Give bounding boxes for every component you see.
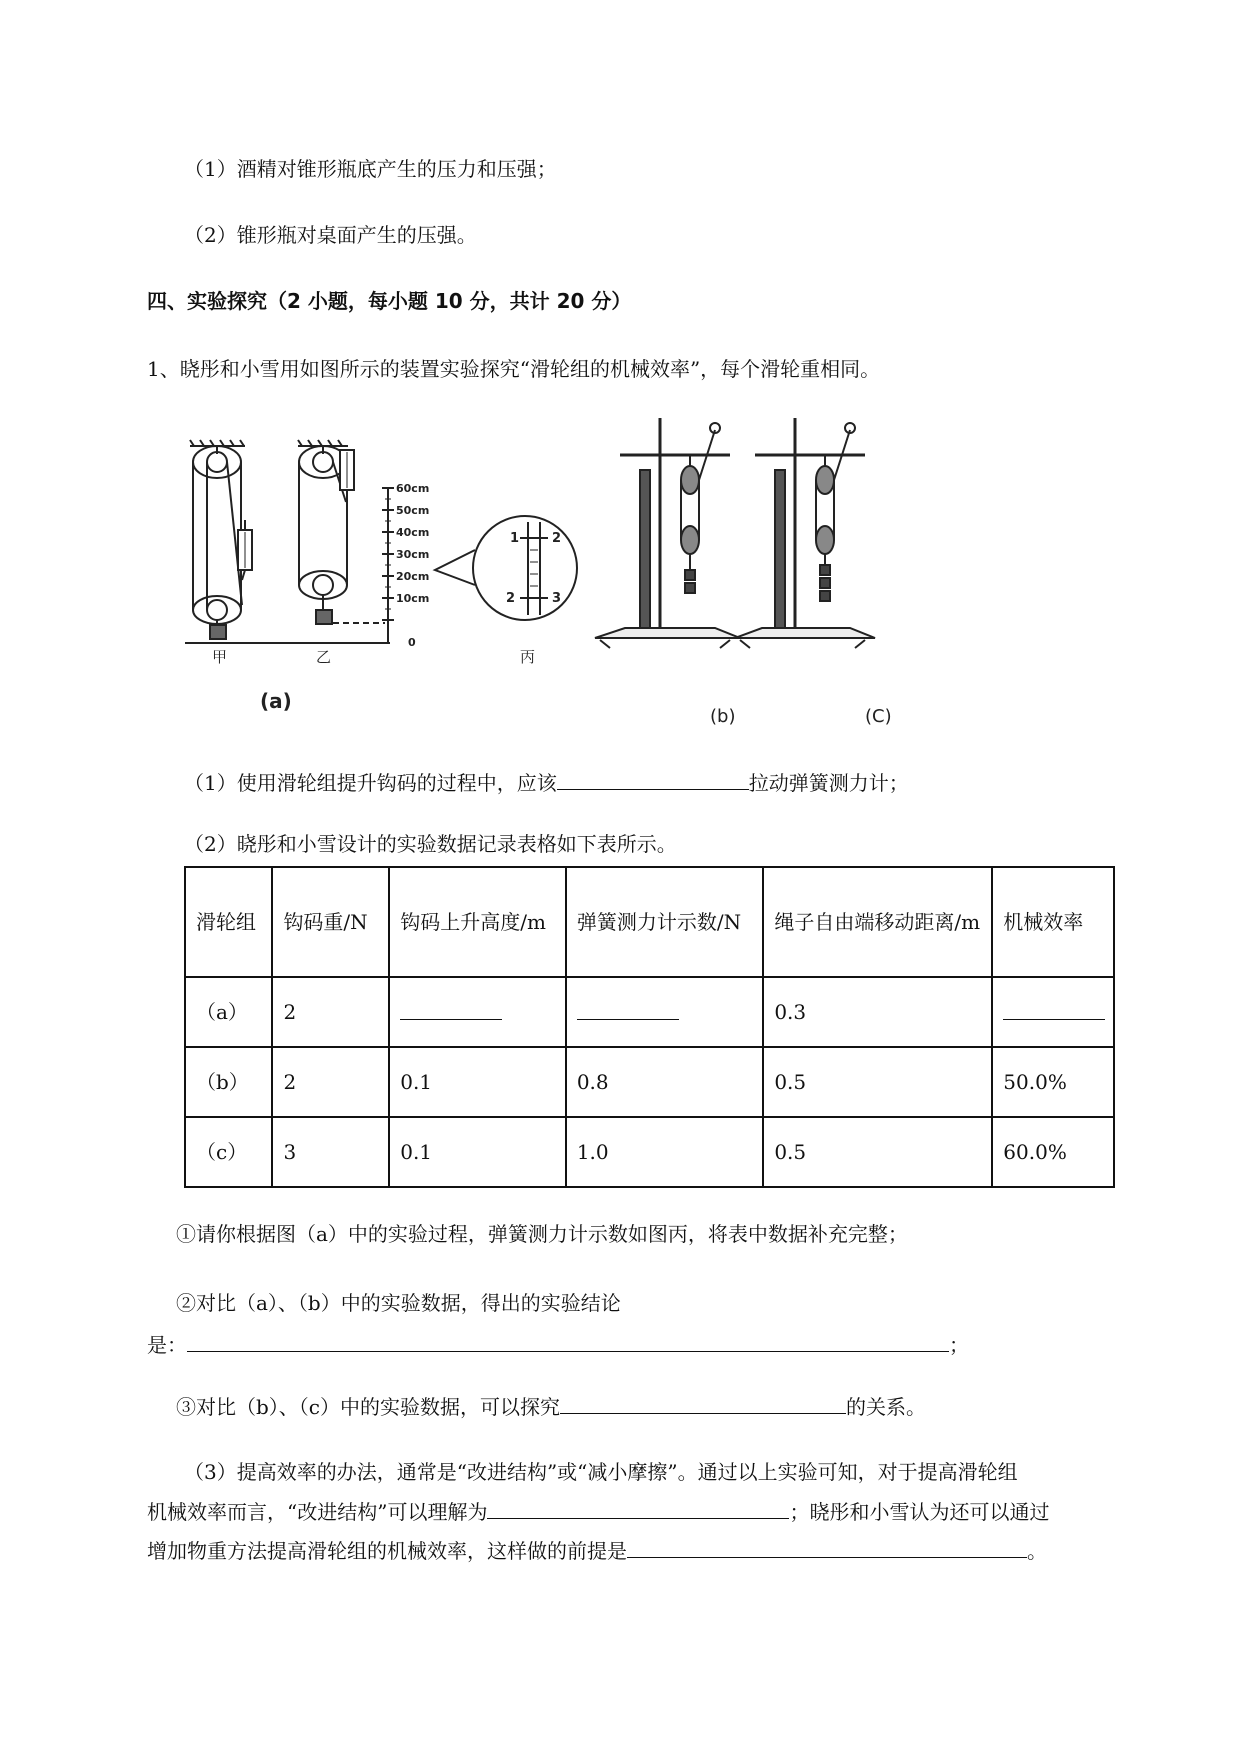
magnifier-mark: 2	[506, 591, 516, 606]
table-cell: 0.3	[763, 977, 992, 1047]
ruler	[382, 488, 394, 643]
sub3-line3-suffix: 。	[1027, 1539, 1047, 1563]
table-cell: （b）	[185, 1047, 272, 1117]
sub-question-3-line3	[147, 1535, 1047, 1565]
label-c: (C)	[865, 706, 892, 727]
sub3-answer-blank-2[interactable]	[627, 1535, 1027, 1558]
sub3-answer-blank-1[interactable]	[487, 1496, 789, 1519]
label-b: (b)	[710, 706, 736, 727]
tick-label: 50cm	[396, 504, 430, 517]
stand-b	[595, 418, 740, 648]
table-cell-blank[interactable]	[566, 977, 764, 1047]
answer-blank[interactable]	[400, 997, 502, 1020]
magnifier-mark: 1	[510, 531, 520, 546]
experiment-figure	[170, 410, 1000, 730]
table-cell: 3	[272, 1117, 389, 1187]
table-cell: 0.1	[389, 1117, 566, 1187]
data-table	[184, 866, 1115, 1188]
item3-suffix: 的关系。	[846, 1395, 927, 1419]
table-cell: 2	[272, 977, 389, 1047]
item-3	[176, 1391, 926, 1421]
magnifier-mark: 2	[552, 531, 562, 546]
sub-question-1	[184, 767, 909, 797]
sub-question-3-line2	[147, 1496, 1049, 1526]
table-header-cell: 钩码上升高度/m	[389, 867, 566, 977]
table-cell-blank[interactable]	[992, 977, 1114, 1047]
sub1-prefix: （1）使用滑轮组提升钩码的过程中，应该	[184, 771, 557, 795]
stand-c	[735, 418, 875, 648]
sub3-line2-suffix: ；晓彤和小雪认为还可以通过	[789, 1500, 1050, 1524]
table-cell: 0.5	[763, 1117, 992, 1187]
item-2-line1: ②对比（a）、（b）中的实验数据，得出的实验结论	[176, 1291, 621, 1315]
item3-prefix: ③对比（b）、（c）中的实验数据，可以探究	[176, 1395, 561, 1419]
label-jia: 甲	[212, 648, 228, 666]
question-2: （2）锥形瓶对桌面产生的压强。	[184, 223, 477, 247]
item-2-line2	[147, 1329, 969, 1359]
label-bing: 丙	[520, 648, 536, 666]
table-header-cell: 弹簧测力计示数/N	[566, 867, 764, 977]
table-header-cell: 机械效率	[992, 867, 1114, 977]
answer-blank[interactable]	[577, 997, 679, 1020]
section-title: 四、实验探究（2 小题，每小题 10 分，共计 20 分）	[147, 289, 632, 313]
table-cell: 1.0	[566, 1117, 764, 1187]
table-cell: 50.0%	[992, 1047, 1114, 1117]
item2-prefix: 是：	[147, 1333, 187, 1357]
table-cell-blank[interactable]	[389, 977, 566, 1047]
magnifier-mark: 3	[552, 591, 562, 606]
problem-stem: 1、晓彤和小雪用如图所示的装置实验探究“滑轮组的机械效率”，每个滑轮重相同。	[147, 357, 881, 381]
item2-answer-blank[interactable]	[187, 1329, 949, 1352]
table-header-cell: 滑轮组	[185, 867, 272, 977]
table-header-cell: 绳子自由端移动距离/m	[763, 867, 992, 977]
tick-label: 40cm	[396, 526, 430, 539]
tick-label: 60cm	[396, 482, 430, 495]
item2-suffix: ；	[949, 1333, 969, 1357]
setup-yi	[298, 440, 385, 624]
label-a: (a)	[260, 689, 292, 713]
label-yi: 乙	[316, 648, 332, 666]
table-cell: 0.1	[389, 1047, 566, 1117]
item3-answer-blank[interactable]	[560, 1391, 846, 1414]
sub1-suffix: 拉动弹簧测力计；	[748, 771, 909, 795]
sub1-answer-blank[interactable]	[557, 767, 749, 790]
table-header-row	[185, 867, 1114, 977]
sub-question-3-line1: （3）提高效率的办法，通常是“改进结构”或“减小摩擦”。通过以上实验可知，对于提高滑轮组	[184, 1460, 1018, 1484]
tick-label: 30cm	[396, 548, 430, 561]
question-1: （1）酒精对锥形瓶底产生的压力和压强；	[184, 157, 557, 181]
table-cell: 60.0%	[992, 1117, 1114, 1187]
item-1: ①请你根据图（a）中的实验过程，弹簧测力计示数如图丙，将表中数据补充完整；	[176, 1222, 908, 1246]
tick-label: 0	[408, 636, 416, 649]
sub3-line2-prefix: 机械效率而言，“改进结构”可以理解为	[147, 1500, 488, 1524]
tick-label: 10cm	[396, 592, 430, 605]
sub3-line3-prefix: 增加物重方法提高滑轮组的机械效率，这样做的前提是	[147, 1539, 627, 1563]
setup-jia	[190, 440, 252, 639]
table-cell: （a）	[185, 977, 272, 1047]
tick-label: 20cm	[396, 570, 430, 583]
table-row	[185, 1117, 1114, 1187]
table-row	[185, 977, 1114, 1047]
table-cell: 0.8	[566, 1047, 764, 1117]
table-row	[185, 1047, 1114, 1117]
table-cell: 0.5	[763, 1047, 992, 1117]
answer-blank[interactable]	[1003, 997, 1105, 1020]
table-header-cell: 钩码重/N	[272, 867, 389, 977]
table-cell: （c）	[185, 1117, 272, 1187]
sub-question-2: （2）晓彤和小雪设计的实验数据记录表格如下表所示。	[184, 832, 677, 856]
table-cell: 2	[272, 1047, 389, 1117]
